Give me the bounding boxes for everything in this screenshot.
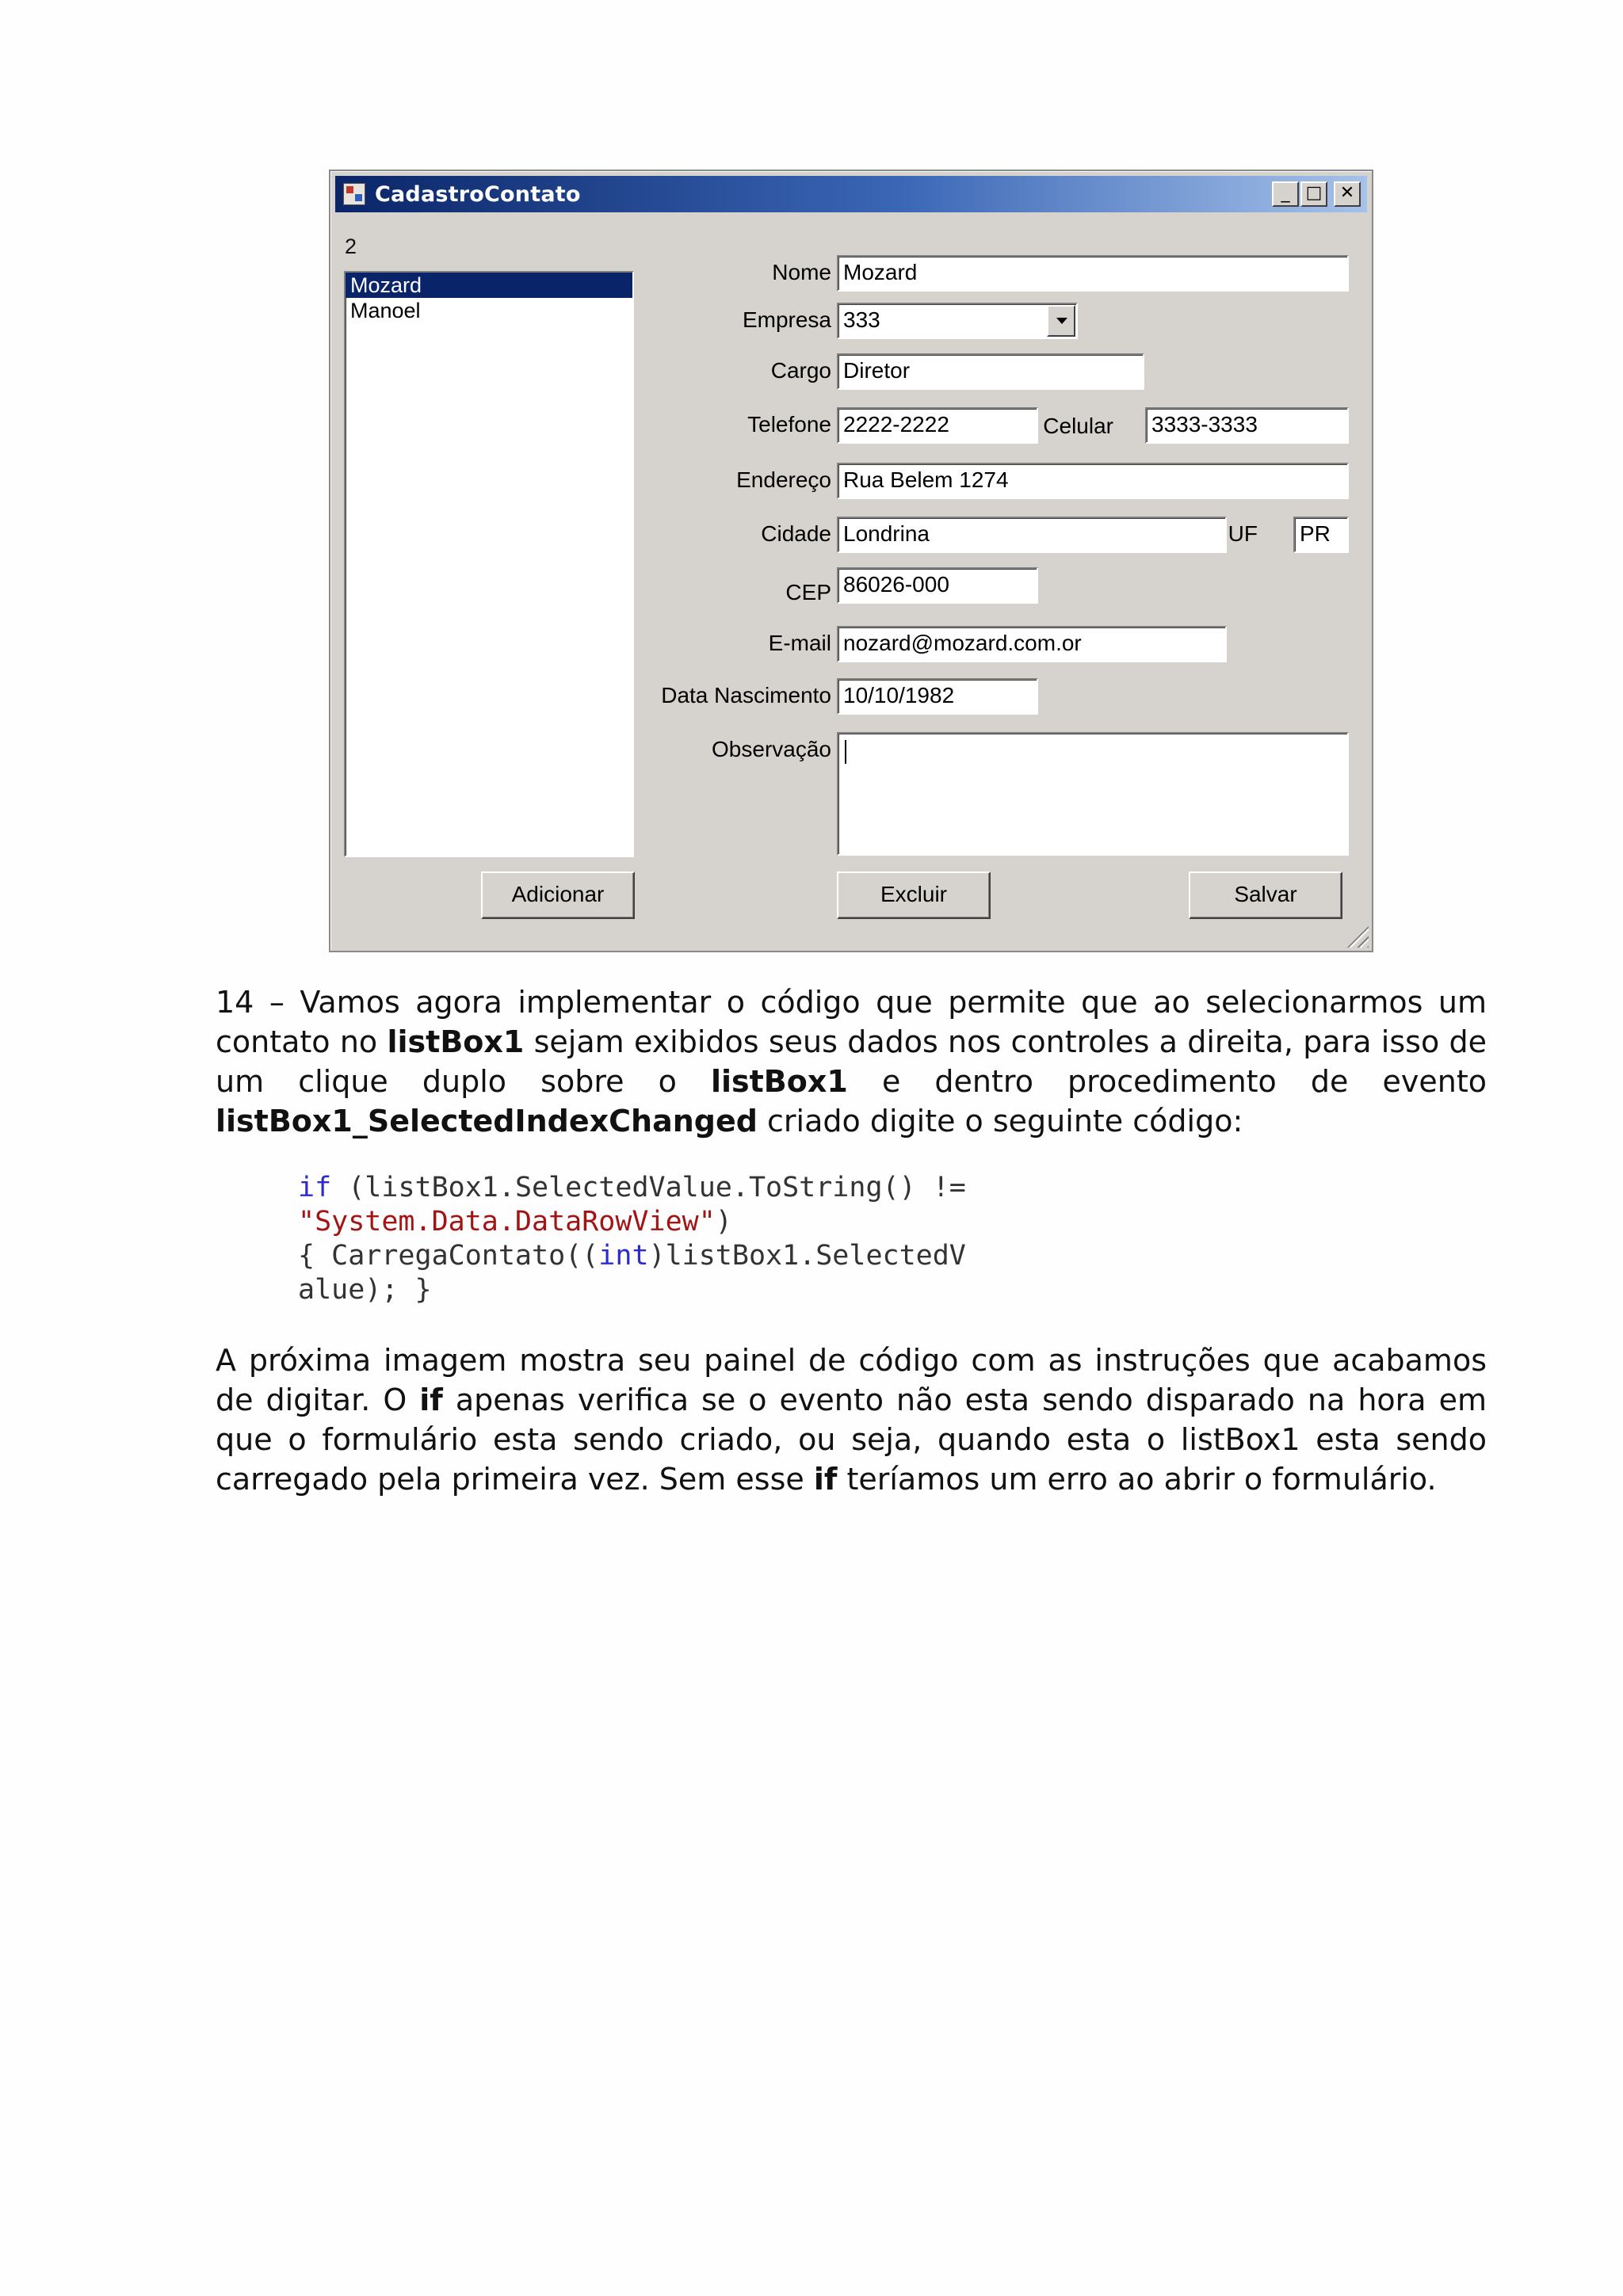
text-run: A próxima imagem mostra seu painel de código com as instruções que acabamos de digitar. O <box>216 1343 1487 1417</box>
empresa-combo[interactable] <box>837 303 1078 339</box>
cadastro-contato-window <box>329 170 1373 952</box>
text-run: criado digite o seguinte código: <box>757 1104 1243 1138</box>
data-nascimento-field[interactable]: 10/10/1982 <box>837 678 1038 715</box>
endereco-label: Endereço <box>736 467 831 492</box>
close-button[interactable]: ✕ <box>1334 181 1361 207</box>
empresa-value: 333 <box>843 307 880 332</box>
salvar-button[interactable]: Salvar <box>1189 871 1342 919</box>
uf-label: UF <box>1228 521 1258 546</box>
cargo-label: Cargo <box>770 358 831 383</box>
code-keyword: if <box>298 1172 332 1203</box>
text-run: apenas verifica se o evento não esta sendo disparado na hora em que o formulário esta sendo criado, ou seja, quando esta o listBox1 esta sendo carregado pela primeira vez. Sem esse <box>216 1383 1487 1497</box>
paragraph-step-14 <box>216 982 1487 1141</box>
bold-term: listBox1_SelectedIndexChanged <box>216 1104 758 1138</box>
code-text: )listBox1.SelectedV <box>648 1240 966 1272</box>
code-block <box>298 1171 966 1307</box>
data-nascimento-label: Data Nascimento <box>661 683 831 707</box>
uf-field[interactable]: PR <box>1293 517 1349 553</box>
adicionar-button[interactable]: Adicionar <box>481 871 635 919</box>
empresa-label: Empresa <box>742 307 831 332</box>
contact-listbox[interactable] <box>344 271 634 857</box>
cargo-field[interactable]: Diretor <box>837 353 1144 390</box>
cidade-label: Cidade <box>761 521 831 546</box>
observacao-label: Observação <box>712 737 831 761</box>
cep-label: CEP <box>785 580 831 605</box>
code-text: alue); } <box>298 1274 432 1306</box>
list-item[interactable]: Manoel <box>350 299 421 322</box>
window-title: CadastroContato <box>375 182 581 207</box>
title-bar <box>335 176 1367 212</box>
code-text: { CarregaContato(( <box>298 1240 599 1272</box>
endereco-field[interactable]: Rua Belem 1274 <box>837 463 1349 499</box>
bold-term: listBox1 <box>710 1064 848 1099</box>
celular-field[interactable]: 3333-3333 <box>1145 407 1349 444</box>
cidade-field[interactable]: Londrina <box>837 517 1227 553</box>
text-caret <box>845 740 846 764</box>
code-string: "System.Data.DataRowView" <box>298 1206 716 1238</box>
list-item[interactable]: Mozard <box>346 273 632 298</box>
observacao-textarea[interactable] <box>837 732 1349 856</box>
text-run: sejam exibidos seus dados nos controles a direita, para isso de um clique duplo sobre o <box>216 1024 1487 1099</box>
nome-field[interactable]: Mozard <box>837 255 1349 292</box>
telefone-label: Telefone <box>747 412 831 437</box>
bold-term: if <box>419 1383 443 1417</box>
text-run: e dentro procedimento de evento <box>847 1064 1487 1099</box>
celular-label: Celular <box>1043 414 1113 438</box>
telefone-field[interactable]: 2222-2222 <box>837 407 1038 444</box>
nome-label: Nome <box>772 260 831 284</box>
maximize-button[interactable]: □ <box>1300 181 1327 207</box>
text-run: teríamos um erro ao abrir o formulário. <box>837 1462 1437 1497</box>
app-icon <box>343 183 365 205</box>
excluir-button[interactable]: Excluir <box>837 871 991 919</box>
paragraph-explanation <box>216 1341 1487 1499</box>
chevron-down-icon[interactable] <box>1047 305 1075 337</box>
bold-term: if <box>813 1462 838 1497</box>
code-keyword: int <box>598 1240 649 1272</box>
count-label: 2 <box>345 235 357 258</box>
resize-grip-icon[interactable] <box>1345 924 1369 948</box>
email-label: E-mail <box>768 631 831 655</box>
minimize-button[interactable]: _ <box>1272 181 1299 207</box>
cep-field[interactable]: 86026-000 <box>837 567 1038 604</box>
code-text: (listBox1.SelectedValue.ToString() != <box>331 1172 966 1203</box>
text-run: 14 – Vamos agora implementar o código que permite que ao selecionarmos um contato no <box>216 985 1487 1059</box>
code-text: ) <box>715 1206 732 1238</box>
email-field[interactable]: nozard@mozard.com.or <box>837 626 1227 662</box>
bold-term: listBox1 <box>387 1024 525 1059</box>
